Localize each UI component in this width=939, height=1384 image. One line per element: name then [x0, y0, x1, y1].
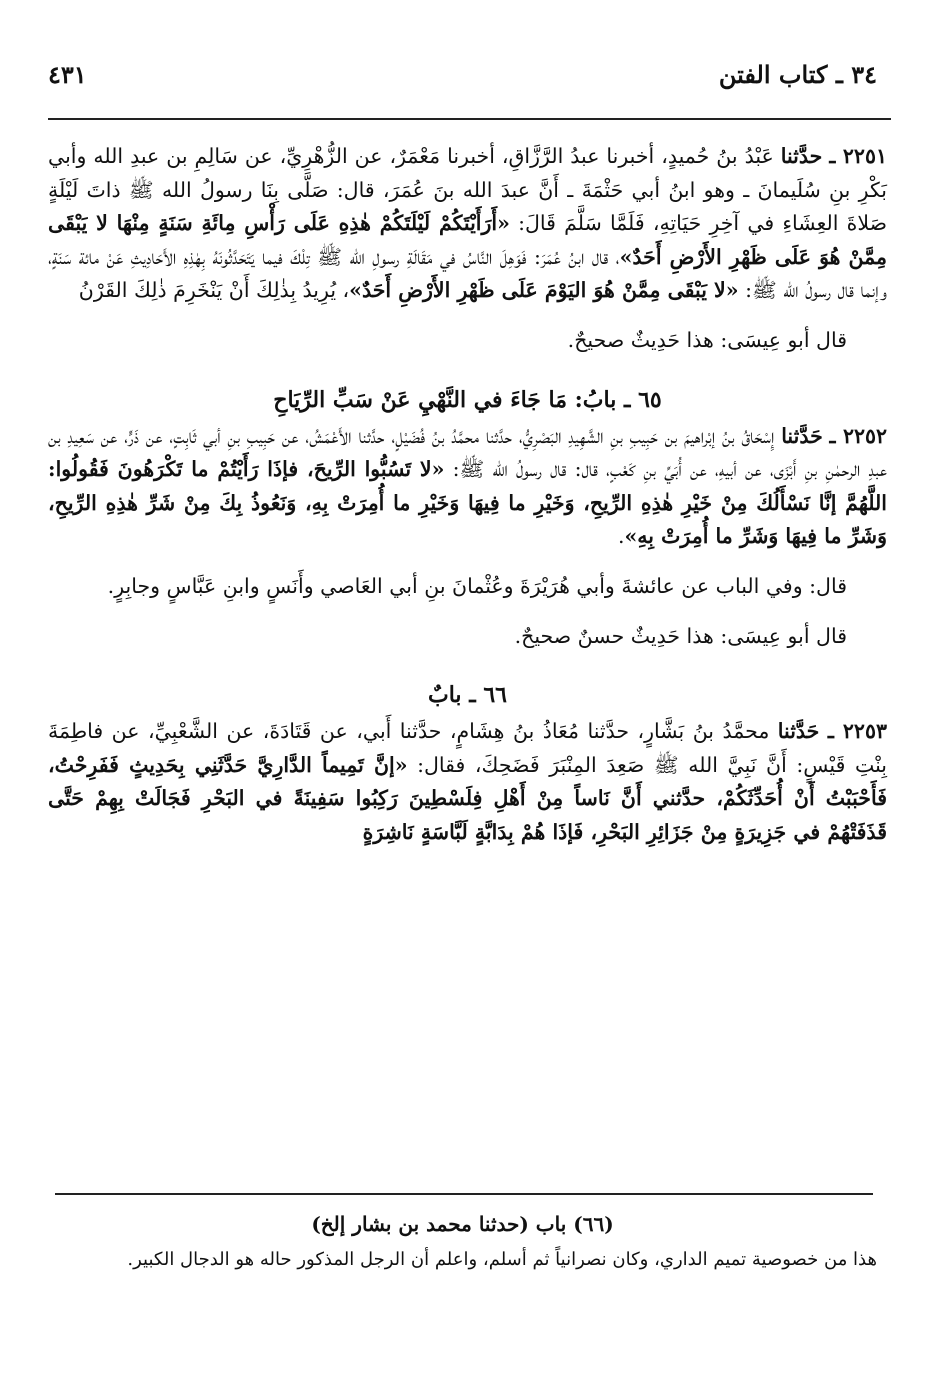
grading-note: قال أبو عِيسَى: هذا حَدِيثٌ حسنٌ صحيحٌ.: [514, 623, 847, 648]
spacer: [48, 554, 887, 570]
narration-lead: حَدَّثنا: [781, 423, 823, 448]
header-divider: [48, 118, 891, 120]
isnad-text: عَبْدُ بنُ حُميدٍ، أخبرنا عبدُ الرَّزَّاقِ، أخبرنا مَعْمَرٌ، عن الزُّهْرِيِّ، عن سَالِمِ بن عبدِ الله وأبي بَكْرِ بنِ سُلَيمانَ ـ وهو ابنُ أبي حَثْمَةَ ـ أَنَّ عبدَ الله بنَ عُمَرَ، قال: صَلَّى بِنَا رسولُ الله ﷺ ذاتَ لَيْلَةٍ صَلاةَ العِشَاءِ في آخِرِ حَيَاتِهِ، فَلَمَّا سَلَّمَ قَالَ:: [48, 144, 887, 236]
footnote-text: هذا من خصوصية تميم الداري، وكان نصرانياً ثم أسلم، واعلم أن الرجل المذكور حاله هو الدجال الكبير.: [127, 1249, 877, 1270]
running-header: [48, 60, 877, 89]
footnote-title: (٦٦) باب (حدثنا محمد بن بشار إلخ): [311, 1212, 614, 1236]
bab-reference-note: قال: وفي الباب عن عائشةَ وأبي هُرَيْرَةَ وعُثْمانَ بنِ أبي العَاصي وأَنَسٍ وابنِ عَبَّاسٍ وجابِرٍ.: [107, 573, 847, 598]
isnad-text: إِسْحَاقُ بنُ إبْراهيمَ بن حَبِيبِ بنِ الشَّهِيدِ البَصْرِيُّ، حدَّثنا محمَّدُ بنُ فُضَيْلٍ، حدَّثنا الأَعْمَشُ، عن حَبِيبِ بنِ أبي ثَابِتٍ، عن ذَرٍّ، عن سَعِيدِ بن عبدِ الرحمٰنِ بنِ أَبْزَى، عن أبيهِ، عن أُبَيِّ بنِ كَعْبٍ، قال: قال رسولُ الله ﷺ:: [48, 423, 887, 482]
page-number: ٤٣١: [48, 60, 87, 89]
commentary-text: ، قال ابنُ عُمَرَ: فَوَهِلَ النَّاسُ في مَقَالَةِ رسولِ الله ﷺ تِلْكَ فيما يَتَحَدَّثُونَهُ بِهٰذِهِ الأَحَادِيثِ عَنْ مائة سَنَةٍ، وإنما قال رسولُ الله ﷺ:: [48, 244, 887, 303]
spacer: [48, 308, 887, 324]
end-mark: .: [617, 524, 625, 549]
footnote: [48, 1208, 877, 1276]
hadith-2252: [48, 420, 887, 554]
matn-text: «أَرَأَيْتَكُمْ لَيْلَتَكُمْ هٰذِهِ عَلَى رَأْسِ مِائَةِ سَنَةٍ مِنْهَا لا يَبْقَى مِمَّنْ هُوَ عَلَى ظَهْرِ الأَرْضِ أَحَدٌ»: [48, 211, 887, 269]
hadith-number: ٢٢٥٢ ـ: [829, 423, 887, 448]
spacer: [48, 604, 887, 620]
hadith-2253: [48, 715, 887, 849]
narration-lead: حدَّثنا: [780, 144, 823, 168]
spacer: [48, 653, 887, 675]
hadith-number: ٢٢٥١ ـ: [829, 144, 887, 168]
commentary-text: ، يُرِيدُ بِذٰلِكَ أَنْ يَنْخَرِمَ ذٰلِكَ القَرْنُ: [78, 278, 350, 303]
matn-text: «لا تَسُبُّوا الرِّيحَ، فإذَا رَأَيْتُمْ ما تَكْرَهُونَ فَقُولُوا: اللَّهُمَّ إنَّا نَسْأَلُكَ مِنْ خَيْرِ هٰذِهِ الرِّيحِ، وَخَيْرِ ما فِيهَا وَخَيْرِ ما أُمِرَتْ بِهِ، وَنَعُوذُ بِكَ مِنْ شَرِّ هٰذِهِ الرِّيحِ، وَشَرِّ ما فِيهَا وَشَرِّ ما أُمِرَتْ بِهِ»: [48, 457, 887, 549]
chapter-heading-65: ٦٥ ـ بابُ: مَا جَاءَ في النَّهْيِ عَنْ سَبِّ الرِّيَاحِ: [273, 386, 662, 413]
matn-text: «لا يَبْقَى مِمَّنْ هُوَ اليَوْمَ عَلَى ظَهْرِ الأَرْضِ أَحَدٌ»: [349, 278, 739, 303]
isnad-text: محمَّدُ بنُ بَشَّارٍ، حدَّثنا مُعَاذُ بنُ هِشَامٍ، حدَّثنا أَبي، عن قَتَادَةَ، عن الشَّعْبِيِّ، عن فاطِمَةَ بِنْتِ قَيْسٍ: أَنَّ نَبِيَّ الله ﷺ صَعِدَ المِنْبَرَ فَضَحِكَ، فقال:: [48, 719, 887, 777]
matn-text: «إنَّ تَمِيماً الدَّارِيَّ حَدَّثَنِي بِحَدِيثٍ فَفَرِحْتُ، فَأَحْبَبْتُ أَنْ أُحَدِّثَكُمْ، حدَّثني أَنَّ نَاساً مِنْ أَهْلِ فِلَسْطِينَ رَكِبُوا سَفِينَةً في البَحْرِ فَجَالَتْ بِهِمْ حَتَّى قَذَفَتْهُمْ في جَزِيرَةٍ مِنْ جَزَائِرِ البَحْرِ، فَإذَا هُمْ بِدَابَّةٍ لَبَّاسَةٍ نَاشِرَةٍ: [48, 752, 887, 844]
footnote-divider: [55, 1193, 873, 1195]
grading-note: قال أبو عِيسَى: هذا حَدِيثٌ صحيحٌ.: [567, 327, 847, 352]
narration-lead: حَدَّثنا: [777, 719, 820, 744]
spacer: [48, 358, 887, 380]
hadith-2251: [48, 140, 887, 308]
chapter-title: ٣٤ ـ كتاب الفتن: [718, 60, 877, 89]
hadith-number: ٢٢٥٣ ـ: [827, 719, 887, 744]
main-text: [48, 140, 887, 850]
chapter-heading-66: ٦٦ ـ بابٌ: [428, 682, 507, 709]
